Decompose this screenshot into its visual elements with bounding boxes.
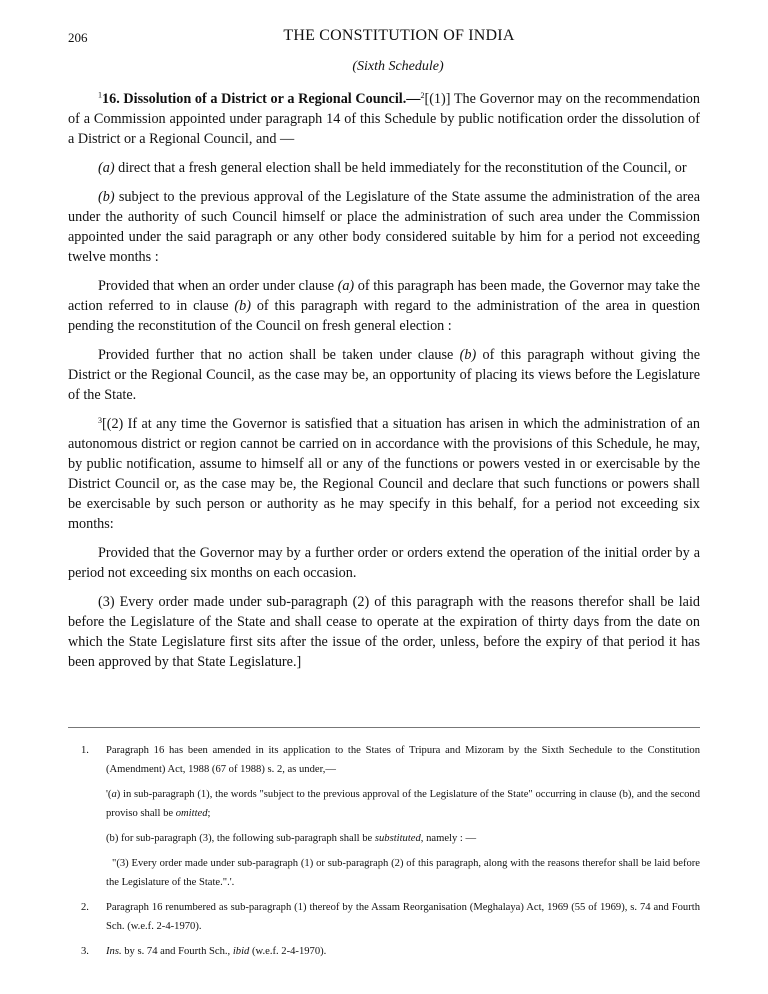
footnotes: [68, 741, 700, 967]
section-heading-tail: [(1)] The Governor may on the recommendation of a Commission appointed under paragraph 14 of this Schedule by public notification order the dissolution of a District or a Regional Council, and —: [68, 91, 700, 147]
proviso-2-text-b: of this paragraph without giving the District or the Regional Council, as the case may be, an opportunity of placing its views before the Legislature of the State.: [68, 347, 700, 403]
footnote-1-clause-b: [68, 829, 700, 848]
footnote-2-number: 2.: [81, 902, 89, 913]
proviso-1: [68, 276, 700, 336]
sub-paragraph-2: [68, 414, 700, 534]
footnote-1-text: Paragraph 16 has been amended in its application to the States of Tripura and Mizoram by the Sixth Sechedule to the Constitution (Amendment) Act, 1988 (67 of 1988) s. 2, as under,—: [106, 745, 700, 775]
body-text: [68, 89, 700, 681]
paragraph-16-heading: [68, 89, 700, 149]
footnote-3-end: (w.e.f. 2-4-1970).: [249, 946, 327, 957]
clause-b-label: (b): [98, 189, 115, 205]
footnote-2: [68, 898, 700, 936]
footnote-3-mid: by s. 74 and Fourth Sch.,: [121, 946, 233, 957]
clause-a-text: direct that a fresh general election shall be held immediately for the reconstitution of the Council, or: [114, 160, 687, 176]
proviso-1-text-a: Provided that when an order under clause: [98, 278, 338, 294]
clause-a: [68, 158, 700, 178]
proviso-1-clause-a: (a): [337, 278, 355, 294]
page-number: 206: [68, 30, 88, 45]
footnote-3: [68, 942, 700, 961]
proviso-1-text-c: of this paragraph with regard to the administration of the area in question pending the reconstitution of the Council on fresh general election :: [68, 298, 700, 334]
clause-b-text: subject to the previous approval of the Legislature of the State assume the administration of the area under the authority of such Council himself or place the administration of such area under the Commission appointed under the said paragraph or any other body considered suitable by him for a period not exceeding twelve months :: [68, 189, 700, 265]
footnote-1-a-label: a: [111, 789, 117, 800]
footnote-1-a-end: ;: [207, 808, 211, 819]
schedule-subheading-text: (Sixth Schedule): [352, 59, 444, 74]
footnote-1-number: 1.: [81, 745, 89, 756]
footnote-1-a-open: '(: [106, 789, 112, 800]
footnote-1-substituted-text: "(3) Every order made under sub-paragraph (1) or sub-paragraph (2) of this paragraph, along with the reasons therefor shall be laid before the Legislature of the State.".'.: [106, 858, 700, 888]
sub-paragraph-3: (3) Every order made under sub-paragraph (2) of this paragraph with the reasons therefor shall be laid before the Legislature of the State and shall cease to operate at the expiration of thirty days from the date on which the State Legislature first sits after the issue of the order, unless, before the expiry of that period it has been approved by that State Legislature.]: [68, 594, 700, 670]
footnote-3-ibid: ibid: [232, 946, 250, 957]
footnote-divider: [68, 727, 700, 728]
footnote-1-clause-a: [68, 785, 700, 823]
proviso-2-clause-b: (b): [459, 347, 477, 363]
footnote-1-b-text: (b) for sub-paragraph (3), the following sub-paragraph shall be: [106, 833, 375, 844]
proviso-2: [68, 345, 700, 405]
footnote-3-ins: Ins.: [106, 946, 122, 957]
running-title: [0, 27, 768, 45]
footnote-marker-3: 3: [98, 416, 102, 425]
running-title-text: THE CONSTITUTION OF INDIA: [283, 27, 515, 44]
footnote-3-number: 3.: [81, 946, 89, 957]
footnote-1-b-substituted: substituted: [374, 833, 421, 844]
footnote-marker-1: 1: [98, 90, 102, 100]
footnote-1-a-omitted: omitted: [175, 808, 208, 819]
proviso-2-text-a: Provided further that no action shall be taken under clause: [98, 347, 460, 363]
proviso-1-clause-b: (b): [234, 298, 251, 314]
section-heading: 16. Dissolution of a District or a Regional Council.—: [102, 91, 421, 107]
sub-paragraph-2-text: [(2) If at any time the Governor is satisfied that a situation has arisen in which the administration of an autonomous district or region cannot be carried on in accordance with the provisions of this Schedule, he may, by public notification, assume to himself all or any of the functions or powers vested in or exercisable by the District Council or, as the case may be, the Regional Council and declare that such functions or powers shall be exercisable by such person or authority as he may specify in this behalf, for a period not exceeding six months:: [68, 416, 700, 532]
schedule-subheading: [0, 59, 768, 75]
proviso-3: Provided that the Governor may by a further order or orders extend the operation of the initial order by a period not exceeding six months on each occasion.: [68, 545, 700, 581]
clause-b: [68, 187, 700, 267]
footnote-1: [68, 741, 700, 779]
footnote-marker-2: 2: [420, 91, 425, 100]
clause-a-label: (a): [98, 160, 115, 176]
footnote-1-a-text: ) in sub-paragraph (1), the words "subject to the previous approval of the Legislature of the State" occurring in clause (b), and the second proviso shall be: [106, 789, 700, 819]
footnote-1-b-end: , namely : —: [420, 833, 477, 844]
proviso-1-text-b: of this paragraph has been made, the Governor may take the action referred to in clause: [68, 278, 700, 314]
footnote-2-text: Paragraph 16 renumbered as sub-paragraph (1) thereof by the Assam Reorganisation (Meghalaya) Act, 1969 (55 of 1969), s. 74 and Fourth Sch. (w.e.f. 2-4-1970).: [106, 902, 700, 932]
